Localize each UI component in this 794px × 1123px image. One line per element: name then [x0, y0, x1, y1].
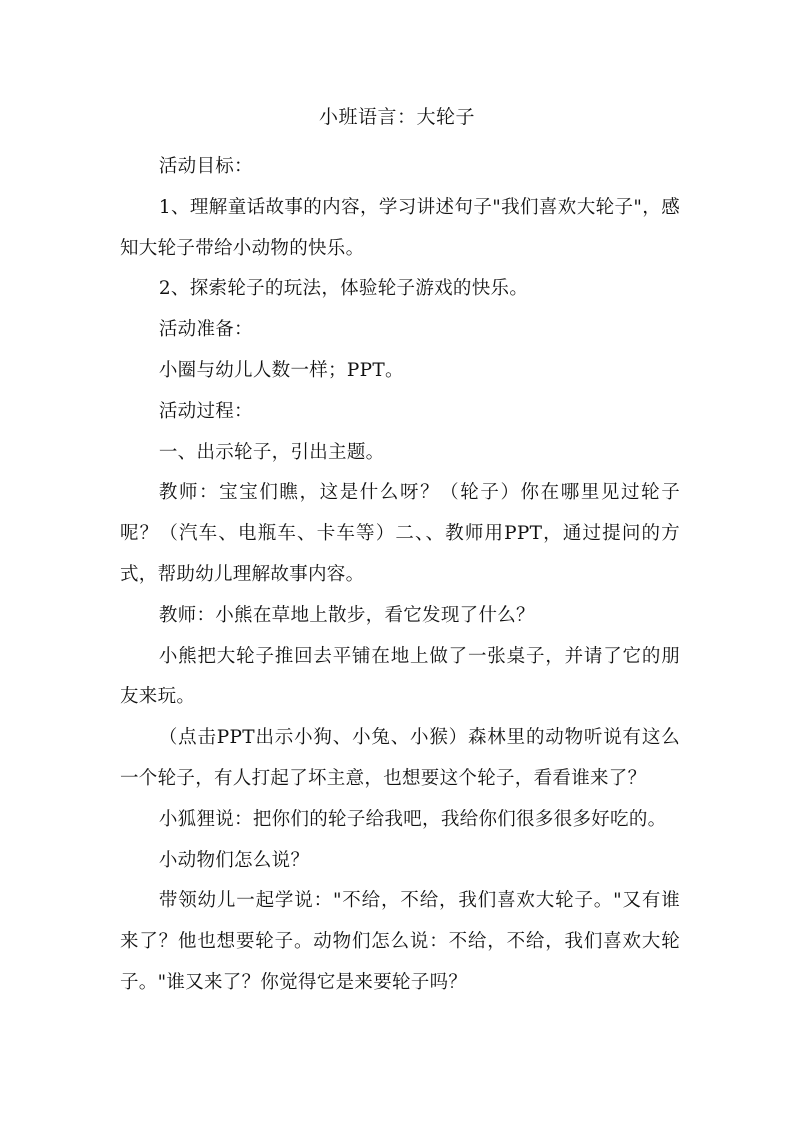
paragraph-step-1: 一、出示轮子，引出主题。 [158, 441, 385, 463]
paragraph-animals-say: 小动物们怎么说？ [158, 849, 310, 871]
paragraph-forest-animals: （点击PPT出示小狗、小兔、小猴）森林里的动物听说有这么一个轮子，有人打起了坏主意，也想要这个轮子，看看谁来了？ [120, 727, 680, 789]
paragraph-goal-1: 1、理解童话故事的内容，学习讲述句子"我们喜欢大轮子"，感知大轮子带给小动物的快乐。 [120, 196, 680, 259]
document-body [120, 147, 680, 1004]
document-title: 小班语言：大轮子 [318, 106, 475, 128]
paragraph-children-repeat: 带领幼儿一起学说："不给，不给，我们喜欢大轮子。"又有谁来了？他也想要轮子。动物们怎么说：不给，不给，我们喜欢大轮子。"谁又来了？你觉得它是来要轮子吗？ [120, 890, 680, 993]
paragraph-bear-walk: 教师：小熊在草地上散步，看它发现了什么？ [158, 604, 535, 626]
paragraph-fox: 小狐狸说：把你们的轮子给我吧，我给你们很多很多好吃的。 [158, 808, 667, 830]
paragraph-preparation-heading: 活动准备： [158, 319, 253, 341]
paragraph-preparation: 小圈与幼儿人数一样；PPT。 [158, 359, 404, 381]
paragraph-bear-table: 小熊把大轮子推回去平铺在地上做了一张桌子，并请了它的朋友来玩。 [120, 645, 680, 708]
paragraph-teacher-question: 教师：宝宝们瞧，这是什么呀？（轮子）你在哪里见过轮子呢？（汽车、电瓶车、卡车等）二、、教师用PPT，通过提问的方式，帮助幼儿理解故事内容。 [120, 482, 680, 585]
paragraph-activity-goals-heading: 活动目标： [158, 156, 253, 177]
paragraph-process-heading: 活动过程： [158, 400, 253, 422]
paragraph-goal-2: 2、探索轮子的玩法，体验轮子游戏的快乐。 [158, 278, 529, 300]
